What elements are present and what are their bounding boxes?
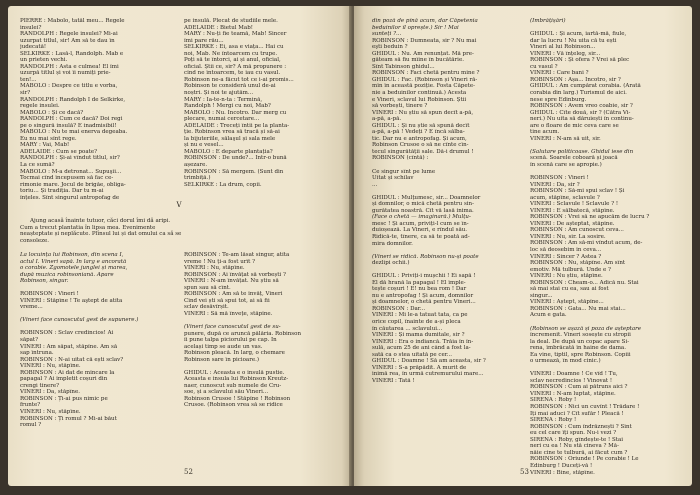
left-page-column-1-top xyxy=(20,18,176,201)
text-line: tine acum. xyxy=(530,129,560,136)
text-line: punere, după ce aruncă pălăria. Robinson xyxy=(184,330,301,337)
text-line: emotiv. Mă tulbură. Unde e ? xyxy=(530,266,611,273)
text-line: VINERI : Și mama dumitale, sir ? xyxy=(372,332,465,339)
text-line: frunte? xyxy=(20,402,41,409)
text-line: insulei? xyxy=(20,24,42,31)
text-line: VINERI : E sălbatecă, stăpîne. xyxy=(530,207,615,214)
text-line: vreme... xyxy=(20,304,43,311)
text-line: gurătatea noastră. Cît vă lasă inima. xyxy=(372,207,474,214)
text-line: GHIDUL : Și acum, iartă-mă, fiule, xyxy=(530,31,627,38)
left-page-column-1-bottom xyxy=(20,252,176,429)
text-line: Tocmai cînd începusem să fac ce- xyxy=(20,175,114,182)
text-line: SIRENA : Roby, gîndește-te ! Stai xyxy=(530,436,624,443)
text-line: Iți mai aduci ? Cît sufăr ! Pleacă ! xyxy=(530,410,624,417)
text-line: (Vineri face cunoscutul gest de supunere.) xyxy=(20,317,139,324)
text-line: dezlipi ochii.) xyxy=(372,260,410,267)
text-line: Crusoe. (Robinson vrea să se ridice xyxy=(184,402,283,409)
section-heading xyxy=(20,202,338,209)
text-line: ROBINSON : Și ofera ? Vrei să plec xyxy=(530,57,630,64)
text-line: trimbiță.) xyxy=(184,175,211,182)
text-line: nu e antropofag ! Și acum, domnilor xyxy=(372,292,474,299)
text-line: VINERI : Era o indiancă. Trăia în în- xyxy=(372,338,474,345)
right-page-column-2 xyxy=(530,18,678,476)
text-line: ROBINSON : Vrei să ne apucăm de lucru ? xyxy=(530,214,650,221)
text-line: RANDOLPH : Asta e culmea! El îmi xyxy=(20,63,119,70)
text-line: GHIDUL : Aceasta e o insulă pustie. xyxy=(184,369,285,376)
text-line: ... xyxy=(372,181,378,188)
text-line: ROBINSON : N-ai uitat că ești sclav? xyxy=(20,356,124,363)
text-line: Eu nu mai sînt rege. xyxy=(20,135,77,142)
text-line: pe insulă. Plecat de studiile mele. xyxy=(184,18,278,24)
text-line: acum, stăpîne, sclavule ? xyxy=(530,194,600,201)
text-line: tește coșuri ! E! nu bea rom ! Dar xyxy=(372,286,467,293)
text-line: și doamnelor, o chetă pentru Vineri... xyxy=(372,299,476,306)
text-line: rimonie mare. Jocul de brigăe, obliga- xyxy=(20,181,126,188)
text-line: Sînt Tabinson ghidul... xyxy=(372,63,435,70)
text-line: VINERI : Care bani ? xyxy=(530,70,589,77)
text-line: MARY : Ia-te-n-ta : Termină, xyxy=(184,96,263,103)
text-line: crengi tinere? xyxy=(20,382,60,389)
text-line: ten!... xyxy=(20,76,37,83)
stage-direction-line: Ajung acasă înainte tutuor, căci dorul îmi dă aripi. xyxy=(30,218,171,224)
text-line: duioșează. La Vineri, e rîndul său. xyxy=(372,227,468,234)
text-line: o corabie. Zgomotele junglei și marea, xyxy=(20,265,128,272)
text-line: Robinson, singur. xyxy=(20,278,69,285)
text-line: (Face o chetă — imaginară.) Mulțu- xyxy=(372,214,471,221)
text-line: nese spre Edinburg. xyxy=(530,96,587,103)
text-line: îmi pare rău... xyxy=(184,37,224,44)
text-line: ADELAIDE : Cum se poate? xyxy=(20,148,98,155)
text-line: MABOLO : Nu. Încotro. Dar merg cu xyxy=(184,109,287,116)
text-line: ROBINSON : Am să-mi vîndut acum, de- xyxy=(530,240,643,247)
text-line: ROBINSON : Te-am lăsat singur, atîta xyxy=(184,252,290,258)
text-line: noi, Mab. Ne întoarcem cu trupe. xyxy=(184,50,278,57)
text-line: să mai stai cu ea, sau ai fost xyxy=(530,286,609,293)
stage-direction-line: Cum a trecut plantatia în lipsa mea. Evenimente xyxy=(20,224,156,231)
text-line: ROBINSON : Așa... Încotro, sir ? xyxy=(530,76,621,83)
text-line: din poză de pînă acum, dar Căpetenia xyxy=(372,18,478,24)
text-line: și nu e vesel... xyxy=(184,142,224,149)
text-line: VINERI : Tată ! xyxy=(372,377,415,384)
left-page-column-2-top xyxy=(184,18,336,188)
stage-direction-line: consoleze. xyxy=(20,237,49,244)
text-line: nie a beduinilor continuă.) Acesta xyxy=(372,90,467,97)
text-line: plecare, numai cercetare... xyxy=(184,116,260,123)
text-line: GHIDUL : Cîte două, sir ? (Cătra Vi- xyxy=(530,109,631,116)
text-line: VINERI : Sclavule ! Sclavule ? ! xyxy=(530,201,619,208)
text-line: romul ? xyxy=(20,422,42,429)
text-line: ROBINSON : Am cunoscut ceva... xyxy=(530,227,624,234)
text-line: VINERI : Doamne ! Ce vîd ! Tu, xyxy=(530,371,618,378)
text-line: ROBINSON : Am să te învăț, Vineri xyxy=(184,291,283,298)
text-line: VINERI : Nu, sir. La sosire. xyxy=(530,233,606,240)
text-line: tecul singurătății sale. Dă-i drumul ! xyxy=(372,148,474,155)
text-line: noștri. Și noi te ajutăm... xyxy=(184,90,254,97)
text-line: VINERI : S-a prăpădit. A murit de xyxy=(372,364,467,371)
text-line: mesc ! Și acum, priviți-l cum se în- xyxy=(372,220,469,227)
text-line: VINERI : N-am învățat. Nu știu să xyxy=(184,278,279,285)
text-line: inimă rea, în urmă cutremurului mare... xyxy=(372,371,484,378)
text-line: o urmează, în mod cinic.) xyxy=(530,358,601,365)
text-line: neri.) Nu uita să dăruiești în continu- xyxy=(530,116,634,123)
text-line: VINERI : N-am luptat, stăpîne. xyxy=(530,390,616,397)
text-line: în căutarea ... sclavului... xyxy=(372,325,443,332)
text-line: Cînd vei ști să spui tot, ai să fii xyxy=(184,297,270,304)
text-line: un prieten vechi. xyxy=(20,57,68,64)
text-line: sulă, acum 25 de ani când a fost la- xyxy=(372,345,471,352)
text-line: ADELAIDE : Treceți întîi pe la planta- xyxy=(184,122,290,129)
text-line: ROBINSON : Nici un cuvînt ! Trădare ! xyxy=(530,404,640,411)
text-line: GHIDUL : Și nu știe să spună decît xyxy=(372,122,470,129)
text-line: VINERI : N-am să uit, sir. xyxy=(530,135,601,142)
text-line: ROBINSON : Ai învățat să vorbești ? xyxy=(184,271,286,278)
text-line: eu cel care îți spun. Nu-i vezi ? xyxy=(530,430,617,437)
text-line: GHIDUL : Mulțumesc, sir... Doamnelor xyxy=(372,194,481,201)
text-line: SIRENA : Roby ! xyxy=(530,417,577,424)
text-line: VINERI : Mi le-a tatuat tata, ca pe xyxy=(372,312,468,319)
text-line: ROBINSON : Gata... Nu mai stai... xyxy=(530,305,626,312)
text-line: MABOLO : Despre ce titlu e vorba, xyxy=(20,83,118,90)
text-line: ROBINSON : Cum ai pătruns aici ? xyxy=(530,384,628,391)
text-line: SELKIRKE : Lasă-l, Randolph. Mab e xyxy=(20,50,124,57)
text-line: sată ca o stea uitată pe cer... xyxy=(372,351,452,358)
text-line: judecată! xyxy=(20,44,47,51)
text-line: (Îmbrățișări) xyxy=(530,18,566,24)
text-line: VINERI : Nu, stăpîne. xyxy=(20,408,81,415)
left-page xyxy=(8,6,352,486)
right-page-column-1 xyxy=(372,18,522,384)
text-line: oficial. Știi ce, sir? A mă propunere : xyxy=(184,63,287,70)
text-line: (Salutare politicoase. Ghidul iese din xyxy=(530,148,634,155)
text-line: Ridică-te, tînere, ca să te poată ad- xyxy=(372,233,470,240)
text-line: dar la lucru ! Nu uita că tu ești xyxy=(530,37,617,44)
text-line: a-pă, a-pă ! Vedeți ? E încă sălba- xyxy=(372,129,465,136)
text-line: ROBINSON : Cum îndrăznești ? Sînt xyxy=(530,423,632,430)
text-line: RANDOLPH : Regele insulei? Mi-ai xyxy=(20,31,118,38)
text-line: VINERI : Aștept, stăpîne... xyxy=(530,299,604,306)
text-line: Robinson te consideră unul de-ai xyxy=(184,83,276,90)
text-line: Acum e gata. xyxy=(530,312,567,319)
left-page-column-2-bottom xyxy=(184,252,336,409)
text-line: toriu... Și tradiția. Dar tu m-ai xyxy=(20,188,104,195)
text-line: actul I. Vineri sapă. În larg e ancorată xyxy=(20,258,127,265)
text-line: ROBINSON : Dar... xyxy=(372,305,426,312)
text-line: VINERI : Nu, stăpîne. xyxy=(184,265,245,272)
text-line: ROBINSON : Cheam-o... Adică nu. Stai xyxy=(530,279,639,286)
text-line: Robinson Crusoe ! Stăpîne ! Robinson xyxy=(184,395,291,402)
text-line: la deal. De după un copac apare Si- xyxy=(530,338,630,345)
text-line: rena, îmbrăcată în haine de dama. xyxy=(530,345,626,352)
text-line: sunteți ?... xyxy=(372,31,402,38)
text-line: să vorbești, tînere ? xyxy=(372,103,428,110)
text-line: sclav desăvîrșit. xyxy=(184,304,229,311)
text-line: găteam să fiu mîine în bucătărie. xyxy=(372,57,464,64)
text-line: MARY : Vai, Mab! xyxy=(20,142,70,149)
text-line: ROBINSON (cîntă) : xyxy=(372,155,429,162)
text-line: ROBINSON : De unde?... Într-o bună xyxy=(184,155,287,162)
text-line: SELKIRKE : Ei, asa e viața... Hai cu xyxy=(184,44,284,51)
text-line: sclav necredincios ! Vinovat ! xyxy=(530,377,613,384)
text-line: vreme ! Nu ți-a fost urît ? xyxy=(184,258,256,265)
text-line: (Vineri se ridică. Robinson nu-și poate xyxy=(372,253,479,260)
text-line: Ce singur sînt pe lume xyxy=(372,168,436,175)
text-line: MABOLO : Nu te mai enerva degeaba. xyxy=(20,129,128,136)
text-line: VINERI : Vă înțeleg, sir... xyxy=(530,50,601,57)
text-line: așezare. xyxy=(184,162,208,169)
text-line: e Vineri, sclavul lui Robinson. Știi xyxy=(372,96,467,103)
text-line: mîn în această poziție. Fosta Căpete- xyxy=(372,83,475,90)
text-line: VINERI : De așteptat, stăpîne. xyxy=(530,220,615,227)
text-line: papagal ? Ai împletit coșuri din xyxy=(20,376,108,383)
text-line: VINERI : Nu știu să spun decît a-pă, xyxy=(372,109,474,116)
text-line: Aceasta e insula lui Robinson Kreutz- xyxy=(184,376,289,383)
text-line: VINERI : Stăpîne ! Te aştept de atîta xyxy=(20,297,123,304)
text-line: GHIDUL : Fac. (Robinson și Vineri ră- xyxy=(372,76,478,83)
text-line: MARY : Nu-ți fie teamă, Mab! Sincer xyxy=(184,31,287,38)
text-line: El dă hrană la papagal ! El împle- xyxy=(372,279,466,286)
text-line: GHIDUL : Am cumpărat corabia. (Arată xyxy=(530,83,641,90)
text-line: Edinburg ! Duceți-vă ! xyxy=(530,462,593,469)
text-line: ROBINSON : Oriunde ! Pe corabie ! Le xyxy=(530,456,639,463)
text-line: a-pă, a-pă. xyxy=(372,116,402,123)
text-line: scenă. Soarele coboară și joacă xyxy=(530,155,618,162)
text-line: La locuința lui Robinson, din scena I, xyxy=(20,252,124,258)
text-line: la bijuteriile, sălaşul și sala mele xyxy=(184,135,276,142)
text-line: după muzica robinsoniană. Apare xyxy=(20,271,114,278)
text-line: ROBINSON : Nu, stăpîne. Am sînt xyxy=(530,260,626,267)
text-line: Vineri al lui Robinson... xyxy=(530,44,596,51)
text-line: același timp se aude un vas. xyxy=(184,343,263,350)
text-line: MABOLO : M-a detronat... Supuşii... xyxy=(20,168,122,175)
text-line: Poți să te întorci, ai și anul, oficial, xyxy=(184,57,281,64)
text-line: Uitat și schilav xyxy=(372,175,414,182)
text-line: naer, cunoscut sub numele de Cru- xyxy=(184,382,282,389)
text-line: eşti beduin ? xyxy=(372,44,408,51)
text-line: singur... xyxy=(530,292,553,299)
text-line: VINERI : Sincer ? Astea ? xyxy=(530,253,602,260)
left-page-number: 52 xyxy=(184,468,193,476)
text-line: ROBINSON : Avem vreo coabie, sir ? xyxy=(530,103,633,110)
text-line: Robinson Crusoe o să ne cînte cîn- xyxy=(372,142,469,149)
text-line: MABOLO : E departe plantația? xyxy=(184,148,273,155)
text-line: neri cu ea ! Nu stă cineva ? Mă- xyxy=(530,443,619,450)
text-line: SELKIRKE : La drum, copii. xyxy=(184,181,262,188)
text-line: înțeles. Sînt singurul antropofag de xyxy=(20,194,120,201)
text-line: ROBINSON : Sclav credincios! Ai xyxy=(20,330,114,337)
text-line: VINERI : Nu, stăpîne. xyxy=(20,363,81,370)
text-line: cînd ne întoarcem, te iau cu vasul. xyxy=(184,70,281,77)
text-line: VINERI : Nu știu, stăpîne. xyxy=(530,273,603,280)
text-line: orice copil, înainte de a-și pleca xyxy=(372,318,461,325)
text-line: ție. Robinson vrea să tracă și să-ai xyxy=(184,129,280,136)
scene-stage-direction xyxy=(20,218,338,244)
text-line: VINERI : Da, stăpîne. xyxy=(20,389,80,396)
text-line: SIRENA : Roby ! xyxy=(530,397,577,404)
text-line: corabia din larg.) Turismul de aici. xyxy=(530,89,627,96)
text-line: are o floare de mic ceva care se xyxy=(530,122,619,129)
text-line: RANDOLPH : Și-ai vîndut titlul, sir? xyxy=(20,155,120,162)
text-line: RANDOLPH : Cum ce dacă? Doi regi xyxy=(20,116,123,123)
text-line: pe o singură insulă? E inadmisibil! xyxy=(20,122,117,129)
right-page-number: 53 xyxy=(520,468,529,476)
text-line: ROBINSON : Ți romul ? Mi-ai băut xyxy=(20,415,117,422)
text-line: săpat? xyxy=(20,336,39,343)
stage-direction-line: neașteptate și neplăcute. Plînsul lui și dat omului ca să se xyxy=(20,231,182,238)
text-line: La ce sumă? xyxy=(20,162,55,169)
right-page xyxy=(354,6,692,486)
text-line: soe, și a sclavului său Vineri... xyxy=(184,389,269,396)
text-line: VINERI : Am săpat, stăpîne. Am să xyxy=(20,343,118,350)
text-line: ROBINSON : Dumneata, sir ? Nu mai xyxy=(372,37,477,44)
text-line: îi pune talpa piciorului pe cap. În xyxy=(184,337,277,344)
text-line: ROBINSON : Ai dat de mîncare la xyxy=(20,369,115,376)
text-line: năie cine te tulbură, ai făcut cum ? xyxy=(530,449,628,456)
text-line: sap întruna. xyxy=(20,350,54,357)
text-line: GHIDUL : Nu. Am renunțat. Mă pre- xyxy=(372,50,474,57)
text-line: ROBINSON : Vineri ! xyxy=(530,174,589,181)
section-numeral: V xyxy=(176,201,182,209)
text-line: tic. Dar nu e antropofag. Și acum, xyxy=(372,135,467,142)
text-line: Ea vine, tiptil, spre Robinson. Copiii xyxy=(530,351,631,358)
text-line: încremenit. Vineri sosește cu stropii xyxy=(530,332,631,339)
text-line: în scenă care se apropie.) xyxy=(530,161,602,168)
text-line: ROBINSON : Ți-ai pus nimic pe xyxy=(20,395,108,402)
text-line: Robinson sare în picioare.) xyxy=(184,356,259,363)
text-line: VINERI : Bine, stăpîne. xyxy=(530,469,595,476)
text-line: sir? xyxy=(20,90,31,97)
text-line: Robinson ne-a făcut tot ce i-ai promis... xyxy=(184,76,294,83)
text-line: MABOLO : Și ce dacă? xyxy=(20,109,84,116)
text-line: RANDOLPH : Randolph I de Selkirke, xyxy=(20,96,126,103)
text-line: (Vineri face cunoscutul gest de su- xyxy=(184,323,281,330)
text-line: ADELAIDE : Bietul Mab! xyxy=(184,24,253,31)
text-line: GHIDUL : Priviți-i mușchii ! Ei sapă ! xyxy=(372,273,476,280)
text-line: Robinson pleacă. În larg, o chemare xyxy=(184,350,285,357)
text-line: regele insulei. xyxy=(20,103,60,110)
text-line: Randolph ! Mergi cu noi, Mab? xyxy=(184,103,271,110)
text-line: uzurpă titlul și voi îi numiți prie- xyxy=(20,70,111,77)
text-line: uzurpat titlul, sir! Am să te dau în xyxy=(20,37,115,44)
text-line: PIERRE : Mabolo, tatăl meu... Regele xyxy=(20,18,125,24)
text-line: ROBINSON : Faci chetă pentru mine ? xyxy=(372,70,480,77)
text-line: loc să deosebim în ceva... xyxy=(530,247,602,253)
text-line: ROBINSON : Să mergem. (Sunt din xyxy=(184,168,284,175)
text-line: și domnilor, o mică chetă pentru sin- xyxy=(372,201,474,208)
text-line: beduinilor îl oprește.) Sir ! Mai xyxy=(372,24,459,31)
text-line: VINERI : Da, sir ? xyxy=(530,181,580,188)
text-line: cu vasul ? xyxy=(530,63,558,70)
text-line: ROBINSON : Să-mi spui sclav ! Și xyxy=(530,188,625,195)
text-line: (Robinson se așază și poza de așteptare xyxy=(530,325,642,332)
text-line: GHIDUL : Doamne ! Să am aceasta, sir ? xyxy=(372,358,486,365)
text-line: VINERI : Să mă învețe, stăpîne. xyxy=(184,310,273,317)
text-line: spun sau să cînt. xyxy=(184,284,231,291)
text-line: ROBINSON : Vineri ! xyxy=(20,291,79,298)
text-line: mira domnilor. xyxy=(372,240,413,247)
